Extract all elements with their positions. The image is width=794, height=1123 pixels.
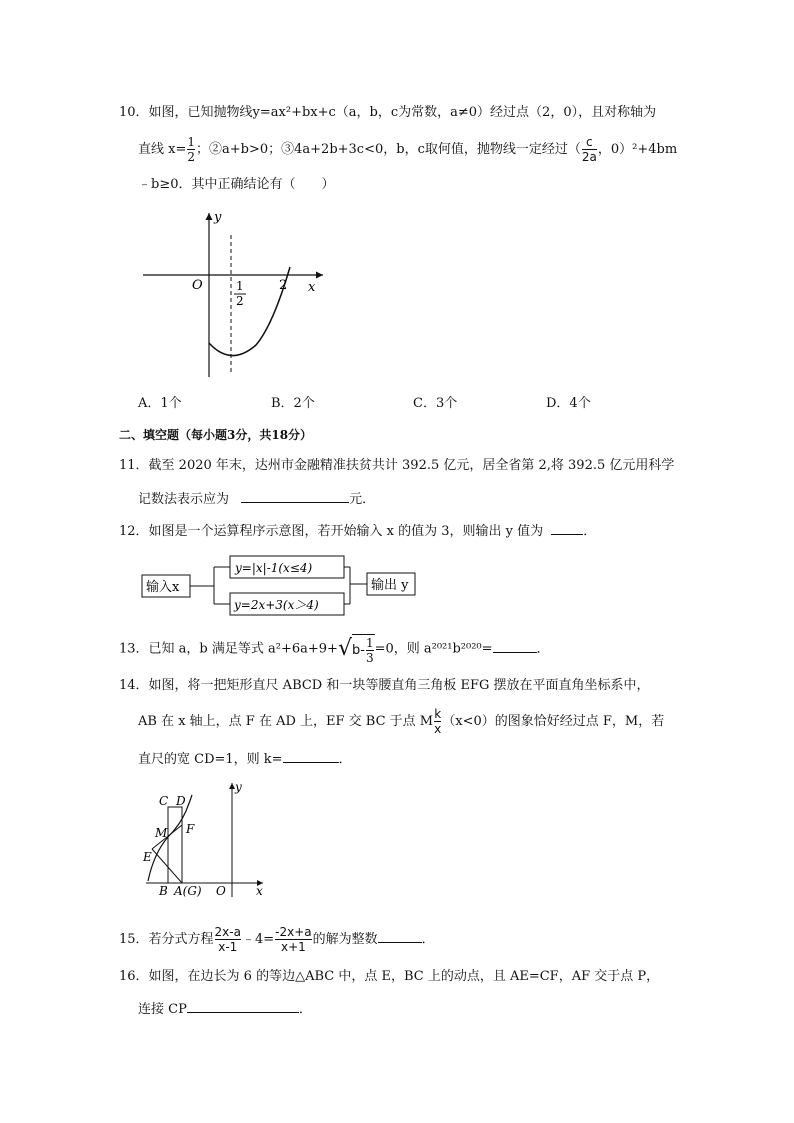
label-C: C (159, 794, 169, 808)
y-axis-label: y (214, 210, 222, 225)
k-denominator: x (434, 721, 442, 736)
f1-numerator: 2x-a (214, 925, 241, 939)
q12-line1 (119, 520, 596, 542)
q13-answer-blank[interactable] (493, 638, 537, 653)
sqrt-fraction (366, 637, 374, 664)
q10-line2-post: ，0）²+4bm (597, 142, 678, 158)
q14-line1: 14．如图，将一把矩形直尺 ABCD 和一块等腰直角三角板 EFG 摆放在平面直角坐标系中， (119, 678, 650, 693)
branch-top-label: y=|x|-1(x≤4) (235, 561, 313, 575)
q12-line1-post: ． (583, 524, 597, 539)
q15-mid: ﹣4= (241, 932, 275, 948)
origin-label: O (192, 278, 203, 293)
q11-answer-blank[interactable] (241, 488, 349, 503)
q12-line1-pre: 12．如图是一个运算程序示意图，若开始输入 x 的值为 3，则输出 y 值为 (119, 524, 544, 539)
q15-pre: 15．若分式方程 (119, 932, 214, 948)
half-numerator: 1 (187, 135, 195, 149)
option-b[interactable]: B．2个 (271, 396, 315, 411)
input-box-label: 输入x (146, 580, 180, 595)
q15-end: ． (421, 932, 435, 948)
sqrt-expression (338, 634, 375, 664)
k-numerator: k (434, 707, 442, 721)
fraction-c-2a (582, 136, 597, 163)
label-B: B (159, 884, 168, 898)
q10-line2-mid: ；②a+b>0；③4a+2b+3c<0，b，c取何值，抛物线一定经过（ (196, 142, 581, 158)
output-box-label: 输出 y (371, 578, 409, 593)
label-O: O (216, 884, 226, 898)
q14-line3-pre: 直尺的宽 CD=1，则 k= (138, 752, 283, 767)
q16-line1: 16．如图，在边长为 6 的等边△ABC 中，点 E，BC 上的动点，且 AE=CF，AF 交于点 P， (119, 969, 660, 984)
q11-line2-pre: 记数法表示应为 (138, 492, 230, 507)
q10-line2-pre: 直线 x= (138, 142, 187, 158)
q15-post: 的解为整数 (312, 932, 378, 948)
label-M: M (155, 826, 168, 840)
q16-answer-blank[interactable] (187, 998, 299, 1013)
q14-answer-blank[interactable] (283, 748, 339, 763)
q13-pre: 13．已知 a，b 满足等式 a²+6a+9+ (119, 641, 338, 657)
label-x: x (256, 884, 263, 898)
q13-mid: =0，则 a²⁰²¹b²⁰²⁰= (374, 641, 493, 657)
q14-line3-post: ． (338, 752, 352, 767)
q11-line2-post: 元． (349, 492, 376, 507)
branch-bottom-label: y=2x+3(x＞4) (234, 598, 319, 612)
parabola-graph (138, 205, 338, 385)
label-y: y (235, 780, 242, 794)
f2-numerator: -2x+a (275, 925, 312, 939)
q14-line2-pre: AB 在 x 轴上，点 F 在 AD 上，EF 交 BC 于点 M (138, 714, 434, 730)
f1-denominator: x-1 (215, 939, 241, 954)
option-d[interactable]: D．4个 (546, 396, 591, 411)
q15-answer-blank[interactable] (378, 928, 422, 943)
q13-line (119, 634, 550, 664)
q16-line2-post: ． (298, 1002, 312, 1017)
option-a[interactable]: A．1个 (138, 396, 182, 411)
fraction-neg2x-a (275, 926, 311, 953)
ruler-figure (138, 777, 278, 902)
fraction-half (187, 136, 195, 163)
q14-line3 (138, 748, 352, 770)
c-numerator: c (586, 135, 593, 149)
label-D: D (176, 794, 186, 808)
q15-line (119, 926, 435, 953)
q13-post: ． (536, 641, 550, 657)
q16-line2 (138, 998, 312, 1020)
tick-half-den: 2 (236, 294, 244, 308)
c-denominator: 2a (581, 149, 597, 164)
fraction-k-x (434, 708, 441, 735)
q10-line3: ﹣b≥0．其中正确结论有（ ） (138, 177, 335, 192)
tick-half-num: 1 (236, 279, 244, 293)
q16-line2-pre: 连接 CP (138, 1002, 187, 1017)
flow-diagram (138, 553, 428, 617)
fraction-2x-a (215, 926, 241, 953)
q10-line1: 10．如图，已知抛物线y=ax²+bx+c（a，b，c为常数，a≠0）经过点（2，0），且对称轴为 (119, 105, 657, 120)
q11-line1: 11．截至 2020 年末，达州市金融精准扶贫共计 392.5 亿元，居全省第 2,将 392.5 亿元用科学 (119, 458, 675, 473)
option-c[interactable]: C．3个 (413, 396, 458, 411)
label-AG: A(G) (174, 884, 202, 898)
ruler-rect (168, 807, 182, 883)
q11-line2 (138, 488, 375, 510)
f2-denominator: x+1 (275, 939, 311, 954)
q14-line2-post: （x<0）的图象恰好经过点 F，M，若 (442, 714, 665, 730)
section-2-heading: 二、填空题（每小题3分，共18分） (119, 428, 313, 442)
label-F: F (186, 822, 195, 836)
q12-answer-blank[interactable] (551, 520, 583, 535)
sqrt-inner: b- (351, 643, 365, 659)
q14-line2 (138, 708, 664, 735)
x-axis-label: x (308, 280, 316, 295)
sqrt-frac-num: 1 (365, 636, 374, 650)
sqrt-frac-den: 3 (365, 650, 374, 665)
sqrt-radical-icon: √ (337, 636, 352, 662)
parabola-curve (209, 267, 290, 356)
q10-line2 (138, 136, 677, 163)
label-E: E (143, 850, 152, 864)
tick-label-2: 2 (279, 278, 288, 293)
half-denominator: 2 (187, 149, 195, 164)
